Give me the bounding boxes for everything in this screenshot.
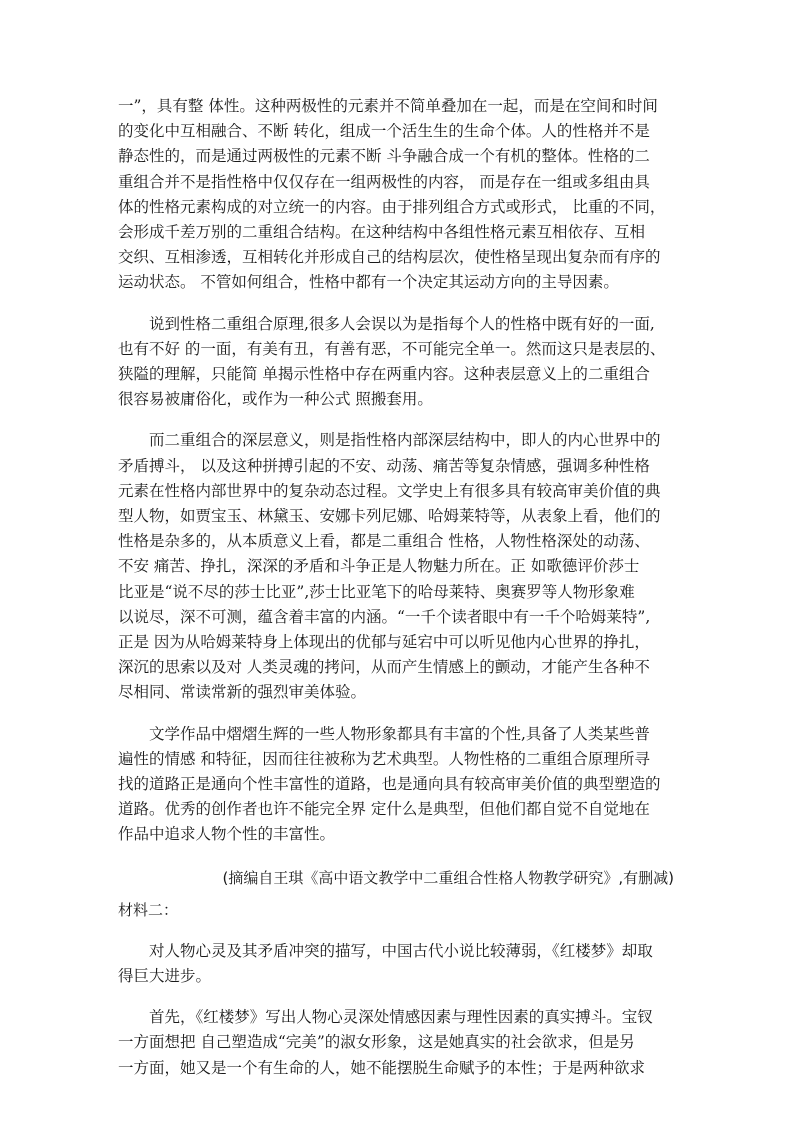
- text-line: 交织、互相渗透，互相转化并形成自己的结构层次，使性格呈现出复杂而有序的: [118, 248, 661, 267]
- text-line: 道路。优秀的创作者也许不能完全界 定什么是典型，但他们都自觉不自觉地在: [118, 800, 650, 819]
- text-line: 文学作品中熠熠生辉的一些人物形象都具有丰富的个性,具备了人类某些普: [149, 724, 650, 743]
- paragraph-1: [118, 94, 678, 296]
- text-line: 元素在性格内部世界中的复杂动态过程。文学史上有很多具有较高审美价值的典: [118, 481, 661, 500]
- text-line: 找的道路正是通向个性丰富性的道路，也是通向具有较高审美价值的典型塑造的: [118, 775, 661, 794]
- text-line: 矛盾搏斗， 以及这种拼搏引起的不安、动荡、痛苦等复杂情感，强调多种性格: [118, 456, 650, 475]
- text-line: 型人物，如贾宝玉、林黛玉、安娜卡列尼娜、哈姆莱特等，从表象上看，他们的: [118, 507, 661, 526]
- text-line: 作品中追求人物个性的丰富性。: [118, 825, 336, 844]
- text-line: 狭隘的理解，只能简 单揭示性格中存在两重内容。这种表层意义上的二重组合: [118, 365, 650, 384]
- text-line: 得巨大进步。: [118, 966, 212, 985]
- document-page: [118, 94, 678, 1081]
- paragraph-3: [118, 428, 678, 705]
- text-line: 正是 因为从哈姆莱特身上体现出的优郁与延宕中可以听见他内心世界的挣扎，: [118, 633, 650, 652]
- text-line: 说到性格二重组合原理,很多人会误以为是指每个人的性格中既有好的一面,: [149, 314, 655, 333]
- text-line: 也有不好 的一面，有美有丑，有善有恶，不可能完全单一。然而这只是表层的、: [118, 339, 666, 358]
- paragraph-4: [118, 722, 678, 848]
- text-line: 会形成千差万别的二重组合结构。在这种结构中各组性格元素互相依存、互相: [118, 223, 646, 242]
- text-line: 一方面，她又是一个有生命的人，她不能摆脱生命赋予的本性；于是两种欲求: [118, 1058, 646, 1077]
- text-line: 很容易被庸俗化，或作为一种公式 照搬套用。: [118, 390, 433, 409]
- text-line: 以说尽，深不可测，蕴含着丰富的内涵。“一千个读者眼中有一千个哈姆莱特”,: [118, 607, 651, 626]
- text-line: 对人物心灵及其矛盾冲突的描写，中国古代小说比较薄弱，《红楼梦》却取: [149, 941, 653, 960]
- text-line: 深沉的思索以及对 人类灵魂的拷问，从而产生情感上的颤动，才能产生各种不: [118, 658, 650, 677]
- text-line: 重组合并不是指性格中仅仅存在一组两极性的内容， 而是存在一组或多组由具: [118, 172, 650, 191]
- text-line: 不安 痛苦、挣扎，深深的矛盾和斗争正是人物魅力所在。正 如歌德评价莎士: [118, 557, 640, 576]
- text-line: 而二重组合的深层意义，则是指性格内部深层结构中，即人的内心世界中的: [149, 431, 661, 450]
- text-line: 一”，具有整 体性。这种两极性的元素并不简单叠加在一起，而是在空间和时间: [118, 97, 658, 115]
- text-line: 遍性的情感 和特征，因而往往被称为艺术典型。人物性格的二重组合原理所寻: [118, 749, 650, 768]
- source-citation: (摘编自王琪《高中语文教学中二重组合性格人物教学研究》,有删减): [222, 868, 674, 887]
- text-line: 尽相同、常读常新的强烈审美体验。: [118, 683, 367, 702]
- text-line: 运动状态。 不管如何组合，性格中都有一个决定其运动方向的主导因素。: [118, 273, 619, 292]
- paragraph-6: [118, 1005, 678, 1081]
- text-line: 体的性格元素构成的对立统一的内容。由于排列组合方式或形式， 比重的不同，: [118, 197, 666, 216]
- material-2-heading: 材料二：: [118, 900, 179, 919]
- text-line: 比亚是“说不尽的莎士比亚”,莎士比亚笔下的哈母莱特、奥赛罗等人物形象难: [118, 582, 635, 601]
- text-line: 一方面想把 自己塑造成“完美”的淑女形象，这是她真实的社会欲求，但是另: [118, 1033, 635, 1052]
- text-line: 的变化中互相融合、不断 转化，组成一个活生生的生命个体。人的性格并不是: [118, 122, 650, 141]
- text-line: 性格是杂多的，从本质意义上看，都是二重组合 性格，人物性格深处的动荡、: [118, 532, 650, 551]
- paragraph-5: [118, 939, 678, 989]
- text-line: 首先，《红楼梦》写出人物心灵深处情感因素与理性因素的真实搏斗。宝钗: [149, 1008, 653, 1027]
- paragraph-2: [118, 312, 678, 413]
- text-line: 静态性的，而是通过两极性的元素不断 斗争融合成一个有机的整体。性格的二: [118, 147, 650, 166]
